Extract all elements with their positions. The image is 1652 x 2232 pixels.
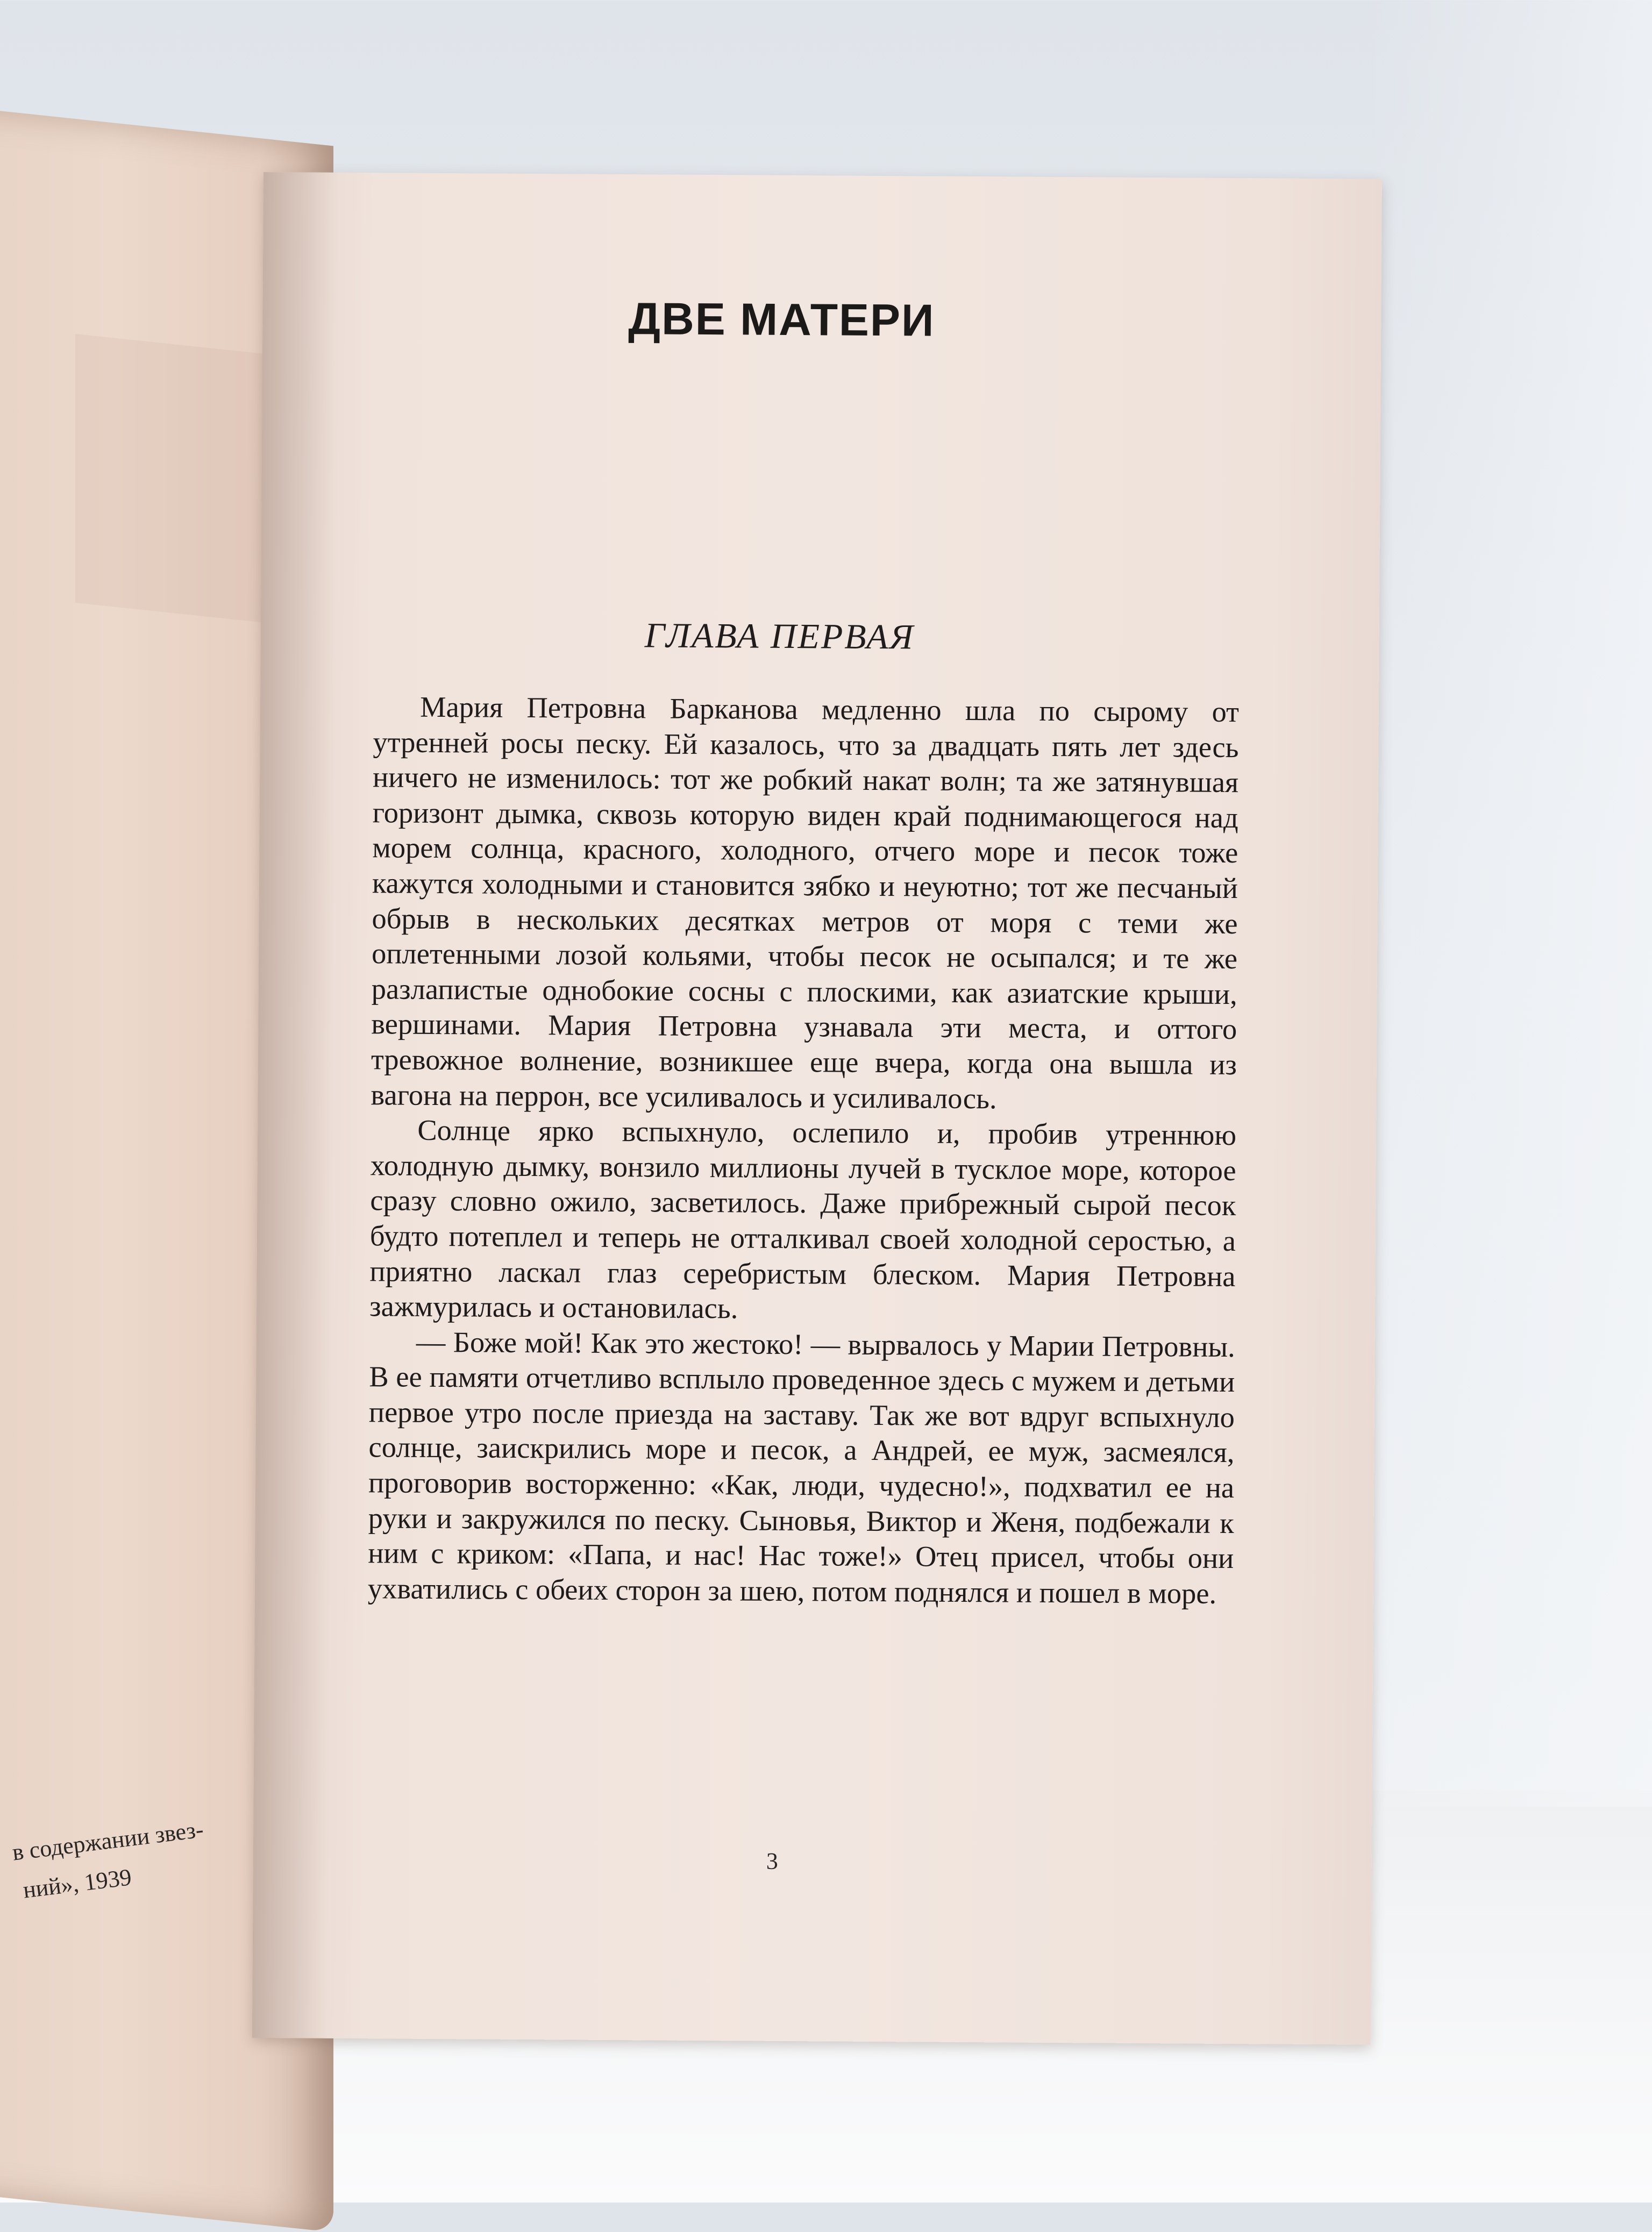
- right-page: [252, 172, 1382, 2045]
- paragraph: — Боже мой! Как это жестоко! — вырвалось у Марии Петровны. В ее памяти отчетливо всплыло проведенное здесь с мужем и детьми первое утро после приезда на заставу. Так же вот вдруг вспыхнуло солнце, заискрились море и песок, а Андрей, ее муж, засмеялся, проговорив восторженно: «Как, люди, чудесно!», подхватил ее на руки и закружился по песку. Сыновья, Виктор и Женя, подбежали к ним с криком: «Папа, и нас! Нас тоже!» Отец присел, чтобы они ухватились с обеих сторон за шею, потом поднялся и пошел в море.: [367, 1325, 1235, 1610]
- chapter-heading: ГЛАВА ПЕРВАЯ: [644, 616, 915, 657]
- left-page-fragment-1: в содержании звез-: [11, 1816, 205, 1866]
- page-gutter-shadow: [252, 172, 339, 2038]
- paragraph: Мария Петровна Барканова медленно шла по сырому от утренней росы песку. Ей казалось, что за двадцать пять лет здесь ничего не изменилось: тот же робкий накат волн; та же затянувшая горизонт дымка, сквозь которую виден край поднимающегося над морем солнца, красного, холодного, отчего море и песок тоже кажутся холодными и становится зябко и неуютно; тот же песчаный обрыв в нескольких десятках метров от моря с теми же оплетенными лозой кольями, чтобы песок не осыпался; и те же разлапистые однобокие сосны с плоскими, как азиатские крыши, вершинами. Мария Петровна узнавала эти места, и оттого тревожное волнение, возникшее еще вчера, когда она вышла из вагона на перрон, все усиливалось и усиливалось.: [371, 690, 1240, 1115]
- paragraph: Солнце ярко вспыхнуло, ослепило и, пробив утреннюю холодную дымку, вонзило миллионы лучей в тусклое море, которое сразу словно ожило, засветилось. Даже прибрежный сырой песок будто потеплел и теперь не отталкивал своей холодной серостью, а приятно ласкал глаз серебристым блеском. Мария Петровна зажмурилась и остановилась.: [369, 1113, 1237, 1325]
- body-text: [368, 689, 1239, 1611]
- book-title: ДВЕ МАТЕРИ: [628, 293, 935, 346]
- page-number: 3: [766, 1848, 778, 1874]
- left-page-fragment-2: ний», 1939: [22, 1864, 133, 1903]
- left-page-bleed-through: [75, 334, 290, 625]
- wall-background: [1366, 0, 1652, 1807]
